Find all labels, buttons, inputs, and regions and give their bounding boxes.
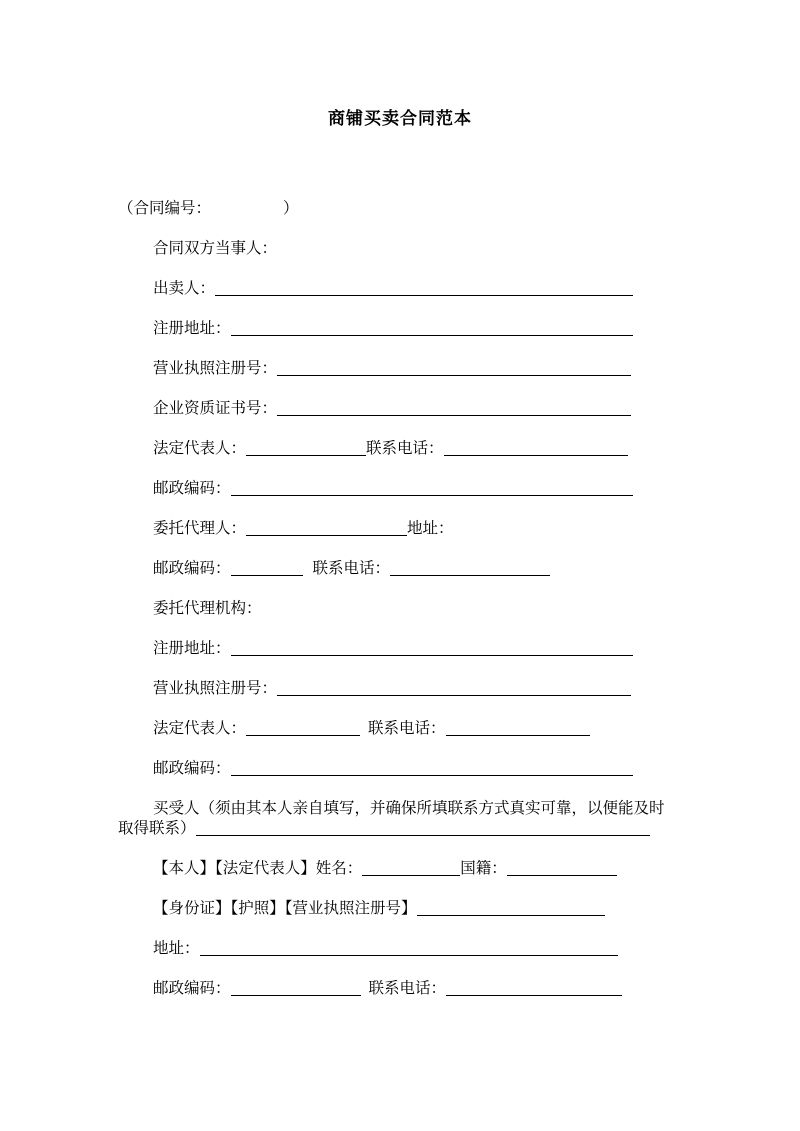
- buyer-name-field[interactable]: [362, 859, 460, 876]
- seller-agent-postcode-field[interactable]: [231, 559, 303, 576]
- agency-address-field[interactable]: [231, 639, 633, 656]
- buyer-intro-line1: 买受人（须由其本人亲自填写，并确保所填联系方式真实可靠，以便能及时: [153, 799, 665, 817]
- seller-license-label: 营业执照注册号：: [153, 359, 278, 377]
- agency-postcode-field[interactable]: [231, 759, 633, 776]
- buyer-id-field[interactable]: [417, 899, 605, 916]
- seller-postcode-label: 邮政编码：: [153, 479, 231, 497]
- buyer-id-label: 【身份证】【护照】【营业执照注册号】: [153, 899, 417, 917]
- agency-postcode-line: [153, 758, 633, 778]
- buyer-intro-text: 取得联系）: [118, 819, 196, 837]
- buyer-nationality-field[interactable]: [507, 859, 617, 876]
- seller-postcode-field[interactable]: [231, 479, 633, 496]
- buyer-address-field[interactable]: [200, 939, 618, 956]
- seller-agent-contact-line: [153, 558, 550, 578]
- agency-postcode-label: 邮政编码：: [153, 759, 231, 777]
- seller-address-label: 注册地址：: [153, 319, 231, 337]
- buyer-contact-field[interactable]: [196, 819, 650, 836]
- seller-address-field[interactable]: [231, 319, 633, 336]
- agency-license-line: [153, 678, 631, 698]
- document-title: 商铺买卖合同范本: [328, 109, 472, 129]
- buyer-id-line: [153, 898, 605, 918]
- seller-address-line: [153, 318, 633, 338]
- buyer-nationality-label: 国籍：: [460, 859, 507, 877]
- seller-agent-label: 委托代理人：: [153, 519, 247, 537]
- buyer-address-line: [153, 938, 618, 958]
- buyer-phone-field[interactable]: [446, 979, 622, 996]
- buyer-address-label: 地址：: [153, 939, 200, 957]
- seller-phone-field[interactable]: [444, 439, 628, 456]
- buyer-postcode-field[interactable]: [231, 979, 361, 996]
- seller-license-field[interactable]: [277, 359, 631, 376]
- agency-legal-rep-line: [153, 718, 590, 738]
- seller-qualification-line: [153, 398, 631, 418]
- agency-phone-field[interactable]: [446, 719, 590, 736]
- seller-agent-field[interactable]: [246, 519, 407, 536]
- seller-qualification-field[interactable]: [277, 399, 631, 416]
- seller-agent-line: [153, 518, 454, 538]
- seller-agent-address-label: 地址：: [407, 519, 454, 537]
- seller-qualification-label: 企业资质证书号：: [153, 399, 278, 417]
- seller-legal-rep-field[interactable]: [246, 439, 366, 456]
- buyer-postcode-label: 邮政编码：: [153, 979, 231, 997]
- agency-phone-label: 联系电话：: [368, 719, 446, 737]
- buyer-intro-line2: [118, 818, 650, 838]
- agency-legal-rep-label: 法定代表人：: [153, 719, 247, 737]
- seller-agent-phone-label: 联系电话：: [312, 559, 391, 577]
- contract-number-label: （合同编号：: [118, 199, 212, 217]
- seller-agent-postcode-label: 邮政编码：: [153, 559, 231, 577]
- seller-name-field[interactable]: [215, 279, 633, 296]
- seller-label: 出卖人：: [153, 279, 216, 297]
- agency-license-field[interactable]: [277, 679, 631, 696]
- buyer-name-label: 【本人】【法定代表人】姓名：: [153, 859, 363, 877]
- seller-legal-rep-label: 法定代表人：: [153, 439, 247, 457]
- agency-license-label: 营业执照注册号：: [153, 679, 278, 697]
- seller-phone-label: 联系电话：: [366, 439, 444, 457]
- buyer-postcode-line: [153, 978, 622, 998]
- seller-legal-rep-line: [153, 438, 628, 458]
- seller-postcode-line: [153, 478, 633, 498]
- seller-agent-phone-field[interactable]: [390, 559, 550, 576]
- agency-address-line: [153, 638, 633, 658]
- agency-legal-rep-field[interactable]: [246, 719, 360, 736]
- contract-number-close: ）: [283, 199, 299, 217]
- contract-number-line: [118, 198, 299, 218]
- buyer-name-line: [153, 858, 617, 878]
- seller-license-line: [153, 358, 631, 378]
- parties-heading: 合同双方当事人：: [153, 239, 278, 257]
- agency-heading: 委托代理机构：: [153, 599, 262, 617]
- buyer-phone-label: 联系电话：: [368, 979, 447, 997]
- agency-address-label: 注册地址：: [153, 639, 231, 657]
- seller-line: [153, 278, 633, 298]
